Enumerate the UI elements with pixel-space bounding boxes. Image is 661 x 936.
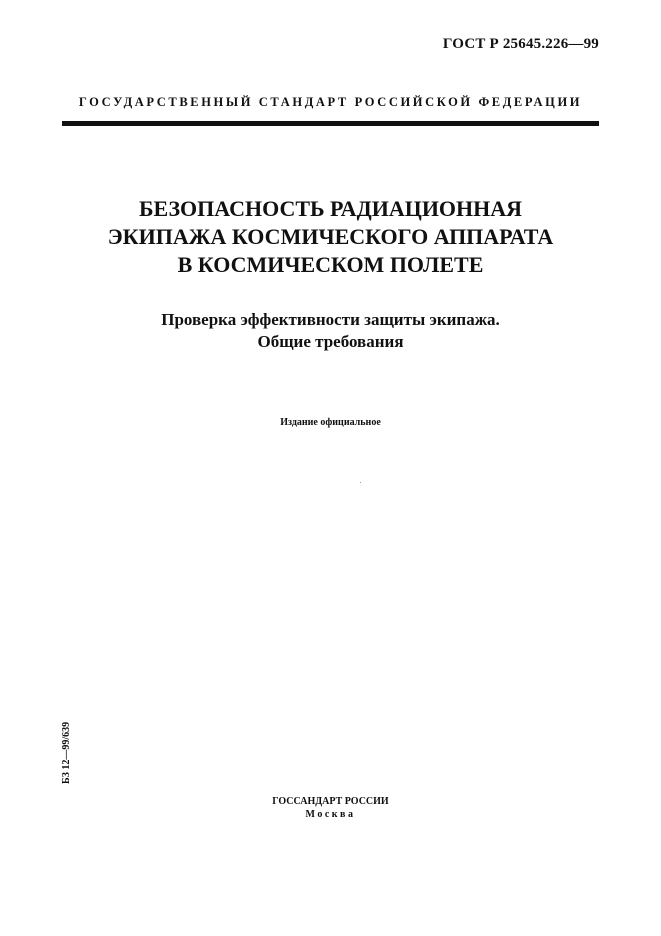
subtitle-line: Общие требования — [257, 332, 404, 351]
header-divider — [62, 121, 599, 126]
main-title — [0, 195, 661, 279]
edition-note: Издание официальное — [280, 417, 381, 428]
publisher-name: ГОССАНДАРТ РОССИИ — [272, 796, 389, 807]
document-code: ГОСТ Р 25645.226—99 — [442, 36, 599, 52]
state-standard-heading: ГОСУДАРСТВЕННЫЙ СТАНДАРТ РОССИЙСКОЙ ФЕДЕРАЦИИ — [78, 95, 583, 109]
main-title-line: БЕЗОПАСНОСТЬ РАДИАЦИОННАЯ — [138, 196, 523, 221]
subtitle — [0, 309, 661, 353]
side-registration-code: БЗ 12—99/639 — [61, 721, 72, 784]
main-title-line: ЭКИПАЖА КОСМИЧЕСКОГО АППАРАТА — [107, 224, 554, 249]
publisher-block — [0, 795, 661, 821]
main-title-line: В КОСМИЧЕСКОМ ПОЛЕТЕ — [177, 252, 484, 277]
subtitle-line: Проверка эффективности защиты экипажа. — [161, 310, 500, 329]
publisher-city: Москва — [305, 809, 356, 820]
scan-speck — [360, 482, 361, 483]
